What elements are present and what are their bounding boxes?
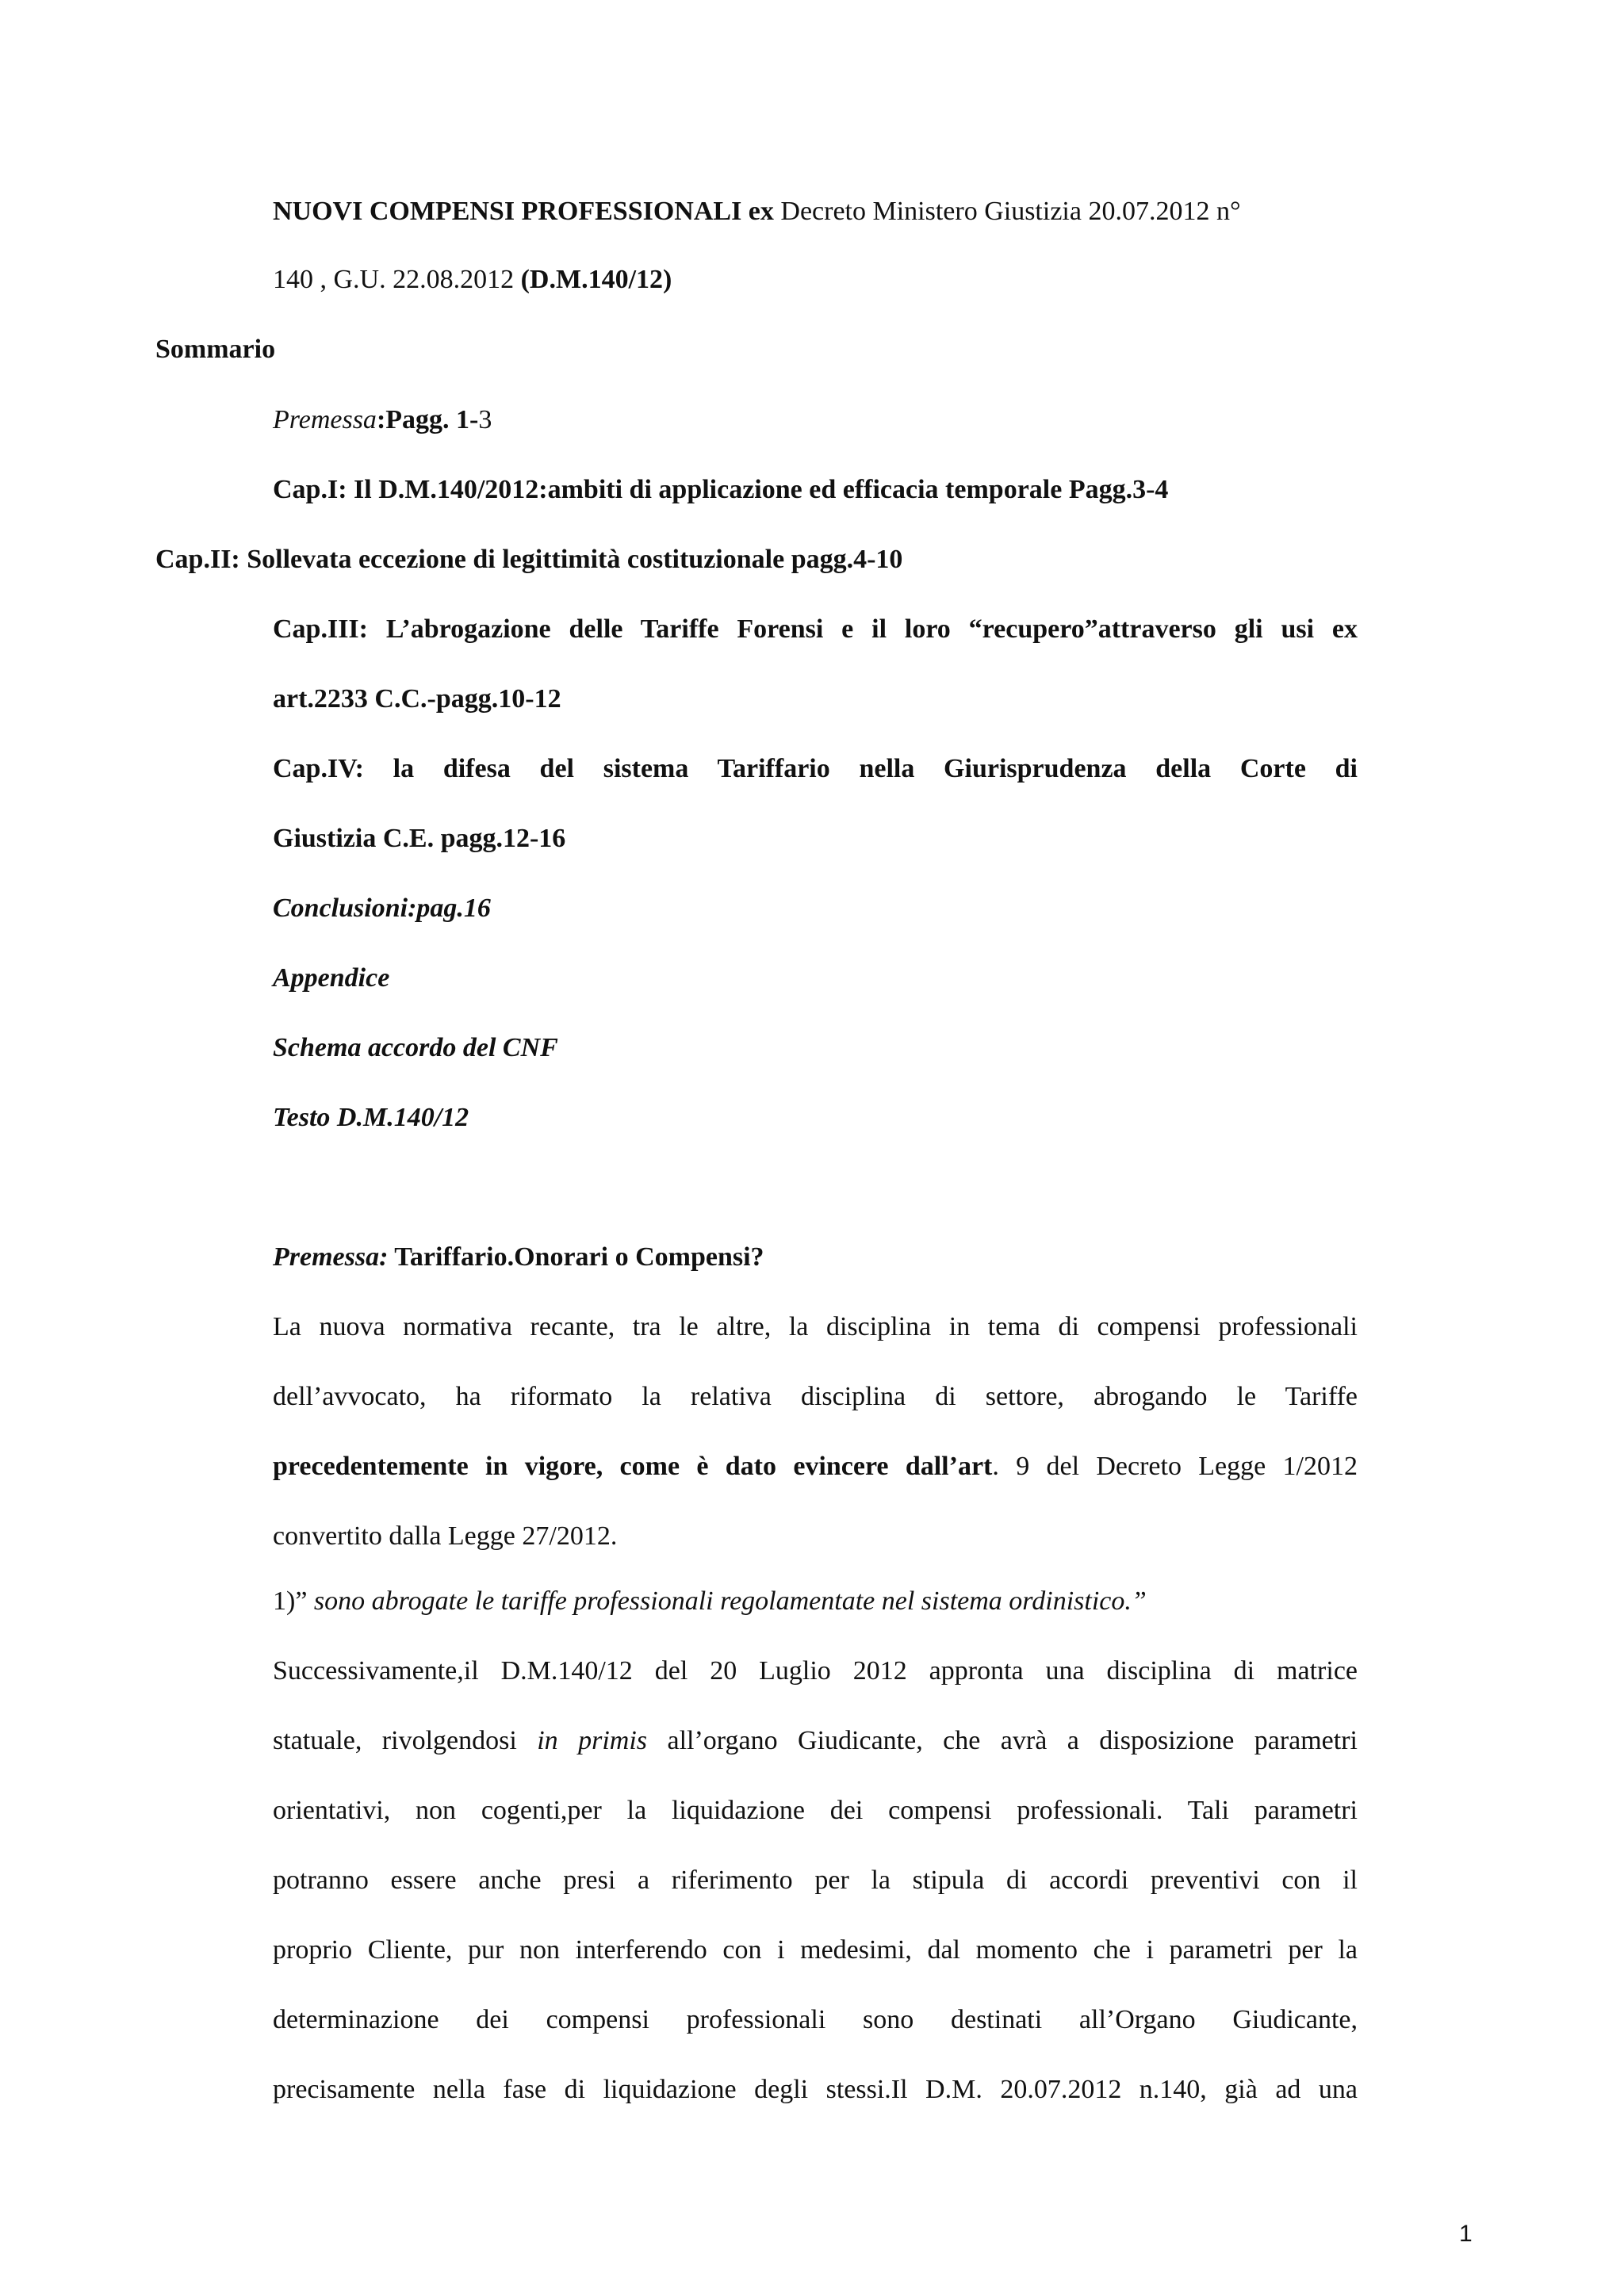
paragraph-2-line-7: precisamente nella fase di liquidazione degli stessi.Il D.M. 20.07.2012 n.140, già ad una xyxy=(273,2075,1358,2104)
paragraph-1-line-2: dell’avvocato, ha riformato la relativa disciplina di settore, abrogando le Tariffe xyxy=(273,1382,1358,1411)
text-run: Premessa: xyxy=(273,1242,389,1272)
text-run: Decreto Ministero Giustizia 20.07.2012 n° xyxy=(773,197,1241,226)
toc-cap-4-line-2: Giustizia C.E. pagg.12-16 xyxy=(273,824,566,853)
text-run: 3 xyxy=(478,405,492,434)
paragraph-2-line-4: potranno essere anche presi a riferimento per la stipula di accordi preventivi con il xyxy=(273,1866,1358,1895)
text-run: 140 , G.U. 22.08.2012 xyxy=(273,265,521,294)
sommario-heading: Sommario xyxy=(155,335,276,364)
text-run: statuale, rivolgendosi xyxy=(273,1726,538,1755)
toc-premessa xyxy=(273,404,492,436)
paragraph-1-line-3 xyxy=(273,1451,1358,1483)
paragraph-1-line-1: La nuova normativa recante, tra le altre, la disciplina in tema di compensi professionali xyxy=(273,1312,1358,1341)
toc-cap-4-line-1: Cap.IV: la difesa del sistema Tariffario nella Giurisprudenza della Corte di xyxy=(273,754,1358,783)
paragraph-1-line-4: convertito dalla Legge 27/2012. xyxy=(273,1521,618,1551)
paragraph-2-line-5: proprio Cliente, pur non interferendo con i medesimi, dal momento che i parametri per la xyxy=(273,1935,1358,1965)
document-title-line-1 xyxy=(273,196,1241,228)
text-run: (D.M.140/12) xyxy=(520,265,672,294)
text-run: . 9 del Decreto Legge 1/2012 xyxy=(992,1452,1358,1481)
document-title-line-2 xyxy=(273,264,672,296)
page-number: 1 xyxy=(1459,2221,1473,2247)
text-run: precedentemente in vigore, come è dato evincere dall’art xyxy=(273,1452,993,1481)
paragraph-2-line-3: orientativi, non cogenti,per la liquidazione dei compensi professionali. Tali parametri xyxy=(273,1796,1358,1825)
paragraph-2-line-2 xyxy=(273,1725,1358,1757)
text-run: in primis xyxy=(537,1726,648,1755)
toc-cap-3-line-2: art.2233 C.C.-pagg.10-12 xyxy=(273,684,561,714)
toc-cap-1: Cap.I: Il D.M.140/2012:ambiti di applicazione ed efficacia temporale Pagg.3-4 xyxy=(273,475,1169,504)
toc-testo-dm: Testo D.M.140/12 xyxy=(273,1103,469,1132)
text-run: 1)” xyxy=(273,1586,314,1616)
paragraph-2-line-6: determinazione dei compensi professionali sono destinati all’Organo Giudicante, xyxy=(273,2005,1358,2034)
text-run: sono abrogate le tariffe professionali regolamentate nel sistema ordinistico.” xyxy=(313,1586,1147,1616)
quoted-article xyxy=(273,1586,1147,1617)
text-run: Premessa xyxy=(273,405,377,434)
text-run: Tariffario.Onorari o Compensi? xyxy=(388,1242,764,1272)
text-run: all’organo Giudicante, che avrà a disposizione parametri xyxy=(647,1726,1358,1755)
paragraph-2-line-1: Successivamente,il D.M.140/12 del 20 Luglio 2012 appronta una disciplina di matrice xyxy=(273,1656,1358,1686)
toc-appendice: Appendice xyxy=(273,963,390,993)
text-run: :Pagg. 1- xyxy=(376,405,479,434)
toc-schema-accordo: Schema accordo del CNF xyxy=(273,1033,558,1062)
premessa-heading xyxy=(273,1242,764,1273)
text-run: NUOVI COMPENSI PROFESSIONALI ex xyxy=(273,197,774,226)
toc-conclusioni: Conclusioni:pag.16 xyxy=(273,894,491,923)
toc-cap-3-line-1: Cap.III: L’abrogazione delle Tariffe Forensi e il loro “recupero”attraverso gli usi ex xyxy=(273,614,1358,644)
toc-cap-2: Cap.II: Sollevata eccezione di legittimità costituzionale pagg.4-10 xyxy=(155,545,903,574)
